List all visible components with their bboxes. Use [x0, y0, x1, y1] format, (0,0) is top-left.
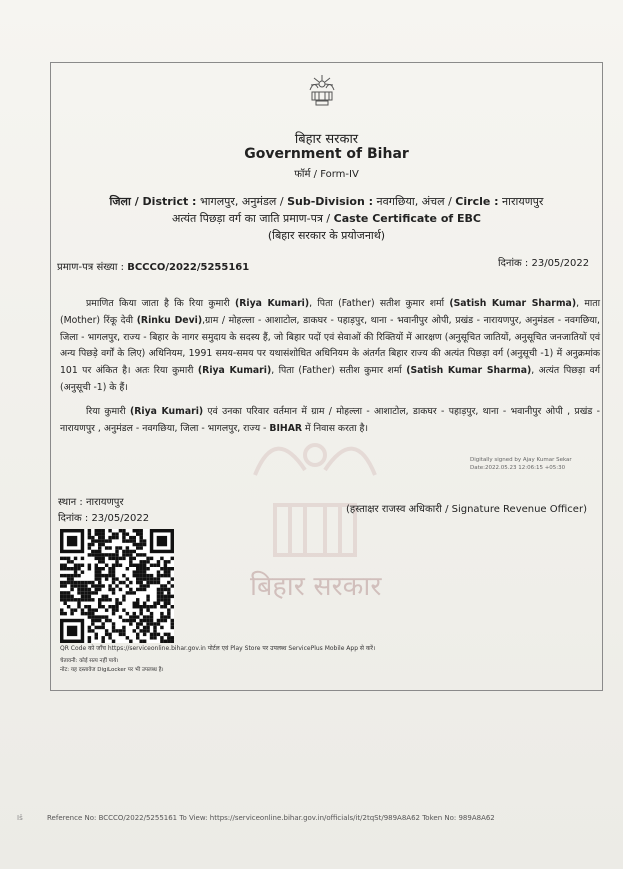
- cert-number-value: BCCCO/2022/5255161: [127, 262, 250, 273]
- cert-date-label: दिनांक :: [498, 258, 529, 269]
- digital-signature: [470, 456, 572, 472]
- p1-text-c: , पिता (Father) सतीश कुमार शर्मा: [309, 298, 445, 309]
- p1-father-en: (Satish Kumar Sharma): [449, 298, 577, 309]
- digsig-line-1: Digitally signed by Ajay Kumar Sekar: [470, 457, 572, 463]
- qr-note-3: नोट: यह दस्तावेज DigiLocker पर भी उपलब्ध है।: [60, 667, 164, 673]
- signature-line: (हस्ताक्षर राजस्व अधिकारी / Signature Revenue Officer): [346, 504, 587, 515]
- form-label: फॉर्म / Form-IV: [294, 169, 359, 180]
- purpose-line: (बिहार सरकार के प्रयोजनार्थ): [267, 229, 386, 242]
- p2-text-e: में निवास करता है।: [305, 422, 368, 434]
- p1-text-i: , पिता (Father) सतीश कुमार शर्मा: [271, 365, 402, 377]
- certificate-paragraph-2: [60, 404, 600, 438]
- p1-text-k: , अत्यंत पिछड़ा वर्ग (अनुसूची -1) के हैं।: [60, 365, 600, 393]
- district-label: जिला / District :: [109, 195, 197, 208]
- p2-state: BIHAR: [269, 422, 303, 434]
- margin-mark: Iš: [17, 814, 23, 822]
- p1-text-e: , माता (Mother) रिंकू देवी: [60, 298, 601, 326]
- p1-text-g: ,ग्राम / मोहल्ला - आशाटोल, डाकघर - पहाड़पुर, थाना - भवानीपुर ओपी, प्रखंड - नारायणपुर, अनुमंडल - नवगछिया, जिला - भागलपुर, राज्य - बिहार के नागर समुदाय के सदस्य हैं, जो बिहार पदों एवं सेवाओं की रिक्तियों में आरक्षण (अनुसूचित जातियों, अनुसूचित जनजातियों एवं अन्य पिछड़े वर्गों के लिए) अधिनियम, 1991 समय-समय पर यथासंशोधित अधिनियम के अंतर्गत बिहार राज्य की अत्यंत पिछड़ा वर्ग (अनुसूची -1) में अनुक्रमांक 101 पर अंकित है। अतः रिया कुमारी: [60, 314, 600, 377]
- header-hindi-title: बिहार सरकार: [294, 132, 359, 147]
- issue-date: दिनांक : 23/05/2022: [58, 513, 150, 524]
- watermark-text: बिहार सरकार: [250, 571, 382, 602]
- issue-place: स्थान : नारायणपुर: [58, 497, 124, 508]
- p2-text-c: एवं उनका परिवार वर्तमान में ग्राम / मोहल्ला - आशाटोल, डाकघर - पहाड़पुर, थाना - भवानीपुर ओपी , प्रखंड - नारायणपुर , अनुमंडल - नवगछिया, जिला - भागलपुर, राज्य -: [60, 406, 600, 434]
- circle-label: Circle :: [455, 195, 499, 208]
- certificate-date: [498, 255, 589, 269]
- qr-code[interactable]: [60, 529, 174, 643]
- cert-number-label: प्रमाण-पत्र संख्या :: [57, 262, 125, 273]
- certificate-type: [50, 211, 603, 226]
- p1-name-en-2: (Riya Kumari): [197, 365, 272, 377]
- digsig-line-2: Date:2022.05.23 12:06:15 +05:30: [470, 465, 566, 471]
- cert-type-hindi: अत्यंत पिछड़ा वर्ग का जाति प्रमाण-पत्र /: [171, 212, 331, 225]
- p1-mother-en: (Rinku Devi): [136, 314, 203, 326]
- cert-type-english: Caste Certificate of EBC: [333, 212, 481, 225]
- certificate-number: [57, 259, 249, 273]
- reference-line[interactable]: Reference No: BCCCO/2022/5255161 To View: https://serviceonline.bihar.gov.in/officials/it/2tqSt/989A8A62 Token No: 989A8A62: [47, 814, 495, 822]
- certificate-paragraph-1: [60, 296, 600, 397]
- bihar-emblem-icon: [302, 70, 342, 108]
- district-value: भागलपुर, अनुमंडल /: [199, 195, 284, 208]
- circle-value: नारायणपुर: [502, 195, 544, 208]
- p1-name-en: (Riya Kumari): [234, 298, 310, 309]
- p1-father-en-2: (Satish Kumar Sharma): [406, 365, 532, 377]
- p2-name-en: (Riya Kumari): [129, 406, 204, 417]
- subdivision-label: Sub-Division :: [287, 195, 374, 208]
- qr-note-1: QR Code को जाँच https://serviceonline.bihar.gov.in पोर्टल एवं Play Store पर उपलब्ध ServicePlus Mobile App से करें।: [60, 645, 376, 652]
- cert-date-value: 23/05/2022: [531, 258, 590, 269]
- p1-text-a: प्रमाणित किया जाता है कि रिया कुमारी: [86, 298, 230, 309]
- district-line: [50, 194, 603, 209]
- header-title: Government of Bihar: [244, 146, 409, 162]
- p2-text-a: रिया कुमारी: [86, 406, 126, 417]
- subdivision-value: नवगछिया, अंचल /: [376, 195, 452, 208]
- qr-note-2: चेतावनी: कोई सत्य नहीं पाये।: [60, 658, 119, 664]
